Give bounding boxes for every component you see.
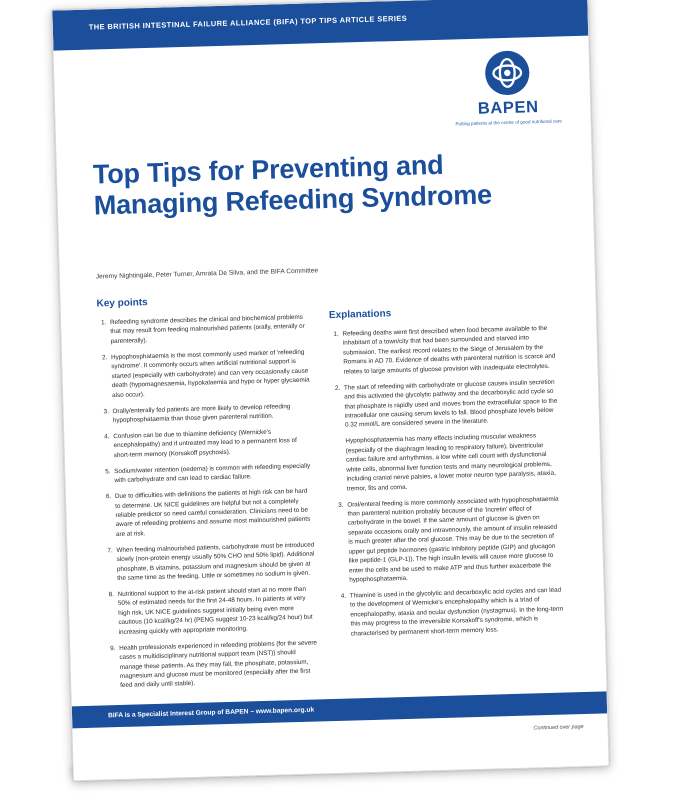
explanation-note: Hypophosphataemia has many effects including muscular weakness (especially of the diaphragm leading to respiratory failure), biventricular cardiac failure and arrhythmias, a low white cell count with dysfunctional white cells, abnormal liver function tests and many neurological problems, including cranial nerve palsies, a lower motor neuron type paralysis, ataxia, tremor, fits and coma.: [345, 432, 556, 493]
explanations-list-2: [331, 377, 560, 431]
top-banner: [52, 0, 588, 51]
list-item: 2. The start of refeeding with carbohydrate or glucose causes insulin secretion and this activated the glycolytic pathway and the decarboxylic acid cycle so that phosphate is rapidly used and moves from the extracellular space to the intracellular one causing serum levels to fall. Blood phosphate levels below 0.32 mmol/L are considered severe in the literature.: [342, 377, 560, 430]
explanations-column: [329, 302, 566, 646]
list-item: 9. Health professionals experienced in refeeding problems (for the severe cases a multidisciplinary nutritional support team (NST)) should manage these patients. As they may fall, the phosphate, potassium, magnesium and glucose must be monitored (especially after the first feed and daily until stable).: [117, 638, 319, 691]
list-item: 1. Refeeding syndrome describes the clinical and biochemical problems that may result from feeding malnourished patients (orally, enterally or parenterally).: [108, 313, 310, 347]
list-item: 1. Refeeding deaths were first described when food became available to the inhabitant of a town/city that had been surrounded and starved into submission. The earliest record relates to the Siege of Jerusalem by the Romans in AD 70. Evidence of deaths with parenteral nutrition is scarce and relates to large amounts of glucose provision with inadequate electrolytes.: [340, 324, 558, 377]
list-item: 4. Confusion can be due to thiamine deficiency (Wernicke's encephalopathy) and if untreated may lead to a permanent loss of short-term memory (Korsakoff psychosis).: [111, 426, 313, 460]
footer-text: BIFA is a Specialist Interest Group of BAPEN – www.bapen.org.uk: [107, 706, 315, 719]
document-page: [51, 0, 609, 781]
list-item: 6. Due to difficulties with definitions the patients at high risk can be hard to determine. UK NICE guidelines are helpful but not a completely reliable predictor so need careful consideration. Clinicians need to be aware of refeeding problems and assume most malnourished patients are at risk.: [113, 487, 315, 540]
list-item: 2. Hypophosphataemia is the most commonly used marker of 'refeeding syndrome'. It commonly occurs when artificial nutritional support is started (especially with carbohydrate) and can very occasionally cause death (hypomagnesaemia, hypokalaemia and hypo or hyper glycaemia also occur).: [109, 347, 311, 400]
page-title: Top Tips for Preventing and Managing Refeeding Syndrome: [92, 149, 493, 221]
explanations-list: [329, 324, 558, 378]
bapen-tagline: Putting patients at the centre of good nutritional care: [455, 117, 562, 126]
list-item: 8. Nutritional support to the at-risk patient should start at no more than 50% of estimated needs for the first 24-48 hours. In patients at very high risk, UK NICE guidelines suggest initially being even more cautious (10 kcal/kg/24 hr) (PENG suggest 10-23 kcal/kg/24 hour) but increasing quickly with appropriate monitoring.: [116, 584, 318, 637]
key-points-list: [97, 313, 319, 692]
bapen-logo-icon: [484, 49, 531, 96]
list-item: 5. Sodium/water retention (oedema) is common with refeeding especially with carbohydrate and can lead to cardiac failure.: [112, 461, 313, 485]
bapen-wordmark: BAPEN: [477, 98, 539, 118]
authors-line: Jeremy Nightingale, Peter Turner, Amrata De Silva, and the BIFA Committee: [95, 267, 319, 281]
key-points-heading: Key points: [96, 297, 148, 310]
key-points-column: [96, 291, 319, 698]
footer-bar: [72, 691, 607, 728]
bapen-logo: [451, 48, 565, 127]
banner-title: THE BRITISH INTESTINAL FAILURE ALLIANCE (BIFA) TOP TIPS ARTICLE SERIES: [88, 13, 408, 32]
list-item: 3. Orally/enterally fed patients are more likely to develop refeeding hypophosphataemia than those given parenteral nutrition.: [110, 401, 311, 425]
list-item: 4. Thiamine is used in the glycolytic and decarboxylic acid cycles and can lead to the development of Wernicke's encephalopathy which is a triad of encephalopathy, ataxia and ocular dysfunction (nystagmus). In the long-term this may progress to the irreversible Korsakoff's syndrome, which is characterised by permanent short-term memory loss.: [348, 585, 566, 638]
continued-note: Continued over page: [533, 724, 584, 732]
list-item: 7. When feeding malnourished patients, carbohydrate must be introduced slowly (non-protein energy usually 50% CHO and 50% lipid). Additional phosphate, B vitamins, potassium and magnesium should be given at the same time as the feeding. Little or sometimes no sodium is given.: [114, 540, 316, 583]
explanations-heading: Explanations: [328, 308, 392, 322]
list-item: 3. Oral/enteral feeding is more commonly associated with hypophosphataemia than parenteral nutrition probably because of the 'incretin' effect of carbohydrate in the bowel. If the same amount of glucose is given on separate occasions orally and intravenously, the amount of insulin released is much greater after the oral glucose. This may be due to the secretion of upper gut peptide hormones (gastric inhibitory peptide (GIP) and glucagon like peptide-1 (GLP-1)). The high insulin levels will cause more glucose to enter the cells and be used to make ATP and thus further exacerbate the hypophosphataemia.: [345, 494, 564, 585]
explanations-list-3: [334, 494, 566, 639]
